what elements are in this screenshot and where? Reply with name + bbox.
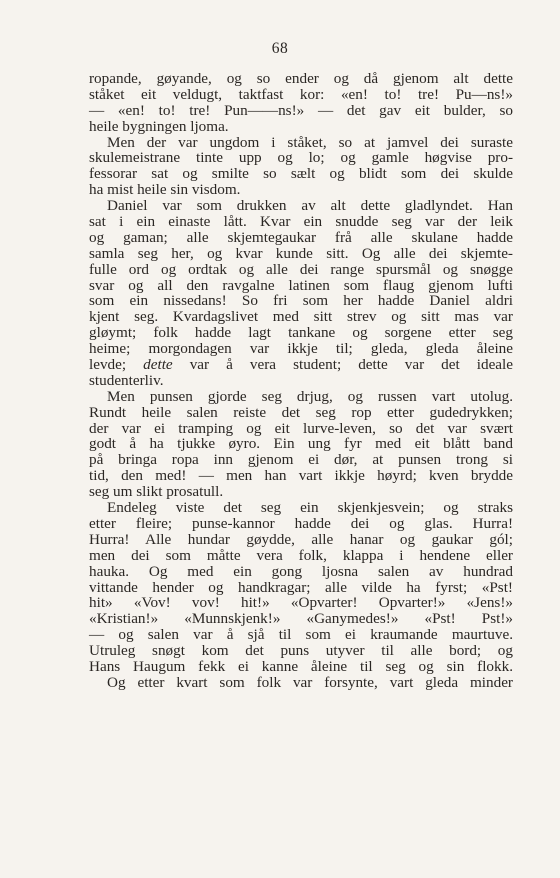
text-line: Utruleg snøgt kom det puns utyver til alle bord; og [89,642,513,660]
text-line: og gaman; alle skjemtegaukar frå alle skulane hadde [89,228,513,246]
text-line: fessorar sat og smilte so sælt og blidt som dei skulde [89,165,513,183]
text-line: studenterliv. [89,371,164,389]
text-line: Hans Haugum fekk ei kanne åleine til seg og sin flokk. [89,657,513,675]
text-line: tid, den med! — men han vart ikkje høyrd; kven brydde [89,467,513,485]
text-line: Rundt heile salen reiste det seg rop etter gudedrykken; [89,403,513,421]
text-line: heile bygningen ljoma. [89,117,229,135]
text-line: — og salen var å sjå til som ei kraumande maurtuve. [89,626,513,644]
text-line: «Kristian!» «Munnskjenk!» «Ganymedes!» «Pst! Pst!» [89,610,513,628]
text-line: vittande hender og handkragar; alle vilde ha fyrst; «Pst! [89,578,513,596]
body-text [89,71,513,691]
text-line: på bringa ropa inn gjenom ei dør, at punsen trong si [89,451,513,469]
text-line: godt å ha tjukke øyro. Ein ung fyr med eit blått band [89,435,513,453]
text-line: ropande, gøyande, og so ender og då gjenom alt dette [89,70,513,87]
text-line: — «en! to! tre! Pun——ns!» — det gav eit bulder, so [89,101,513,119]
text-line: heime; morgondagen var ikkje til; gleda, gleda åleine [89,340,513,358]
page-number: 68 [271,40,289,57]
text-line: Men punsen gjorde seg drjug, og russen vart utolug. [107,387,513,405]
text-line: ståket eit veldugt, taktfast kor: «en! to! tre! Pu—ns!» [89,85,513,103]
text-line: hauka. Og med ein gong ljosna salen av hundrad [89,562,513,580]
text-line: Hurra! Alle hundar gøydde, alle hanar og gaukar gól; [89,530,513,548]
text-line: Endeleg viste det seg ein skjenkjesvein; og straks [107,499,513,517]
text-line: som ein nissedans! So fri som her hadde Daniel aldri [89,292,513,310]
text-line: levde; dette var å vera student; dette var det ideale [89,356,514,374]
text-line: kjent seg. Kvardagslivet med sitt strev og sitt mas var [89,308,513,326]
text-line: fulle ord og ordtak og alle dei range spursmål og snøgge [89,260,513,278]
text-line: der var ei tramping og eit lurve-leven, so det var svært [89,419,513,437]
text-line: men dei som måtte vera folk, klappa i hendene eller [89,546,513,564]
text-line: sat i ein einaste lått. Kvar ein snudde seg var der leik [89,213,513,231]
text-line: Men der var ungdom i ståket, so at jamvel dei suraste [107,133,513,151]
text-line: svar og all den ravgalne latinen som flaug gjenom lufti [89,276,513,294]
text-line: seg um slikt prosatull. [89,483,224,501]
text-line: Daniel var som drukken av alt dette gladlyndet. Han [107,197,513,215]
text-line: Og etter kvart som folk var forsynte, vart gleda minder [107,673,513,691]
text-line: ha mist heile sin visdom. [89,181,241,199]
text-line: hit» «Vov! vov! hit!» «Opvarter! Opvarter!» «Jens!» [89,594,513,612]
text-line: skulemeistrane tinte upp og lo; og gamle høgvise pro- [89,149,513,167]
text-line: gløymt; folk hadde lagt tankane og sorgene etter seg [89,324,513,342]
text-line: etter fleire; punse-kannor hadde dei og glas. Hurra! [89,514,513,532]
text-line: samla seg her, og kvar kunde sitt. Og alle dei skjemte- [89,244,513,262]
